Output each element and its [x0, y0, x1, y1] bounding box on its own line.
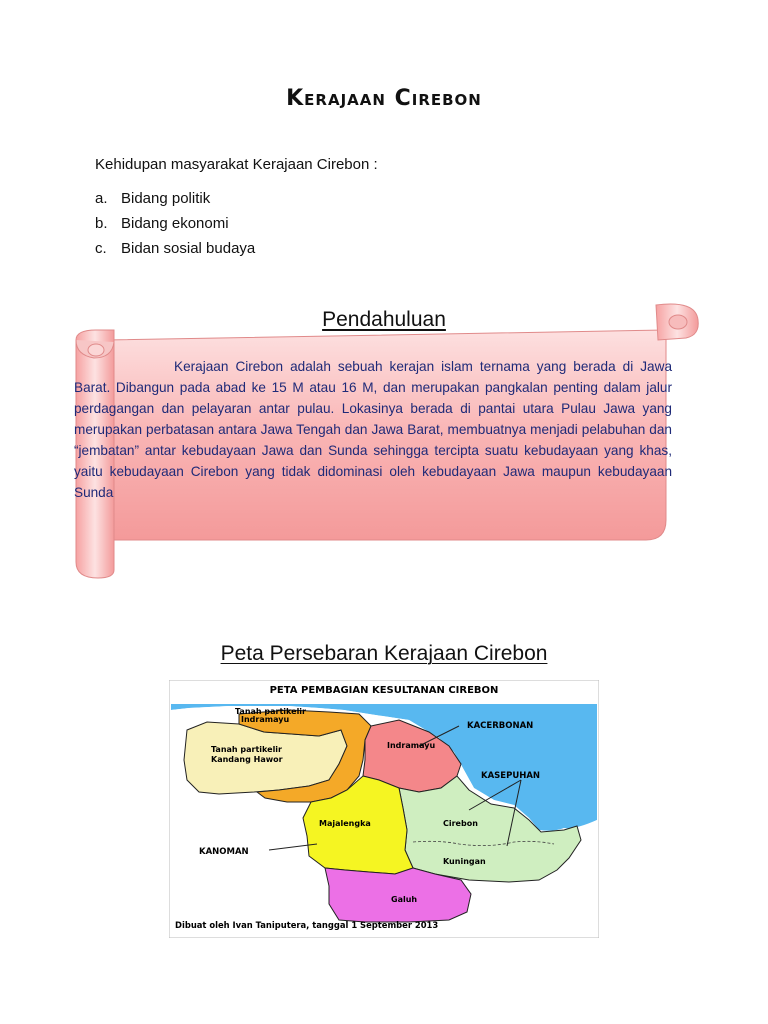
section-title-peta: Peta Persebaran Kerajaan Cirebon — [220, 642, 548, 665]
map-header: PETA PEMBAGIAN KESULTANAN CIREBON — [269, 685, 499, 696]
label-kuningan: Kuningan — [443, 857, 486, 866]
document-title: Kerajaan Cirebon — [286, 86, 482, 111]
list-item-text: Bidang politik — [121, 190, 211, 207]
section-title-pendahuluan: Pendahuluan — [322, 308, 446, 331]
label-tanah-indramayu-1: Tanah partikelir — [235, 707, 306, 716]
list-marker: b. — [95, 215, 108, 232]
label-indramayu: Indramayu — [387, 741, 436, 750]
list-marker: a. — [95, 190, 108, 207]
list-item-text: Bidan sosial budaya — [121, 240, 256, 257]
topic-list — [95, 190, 255, 265]
list-item — [95, 215, 255, 240]
map-credit: Dibuat oleh Ivan Taniputera, tanggal 1 September 2013 — [175, 920, 439, 930]
label-tanah-kandang-2: Kandang Hawor — [211, 755, 283, 764]
label-tanah-indramayu-2: Indramayu — [241, 715, 290, 724]
pendahuluan-body: Kerajaan Cirebon adalah sebuah kerajan islam ternama yang berada di Jawa Barat. Dibangun pada abad ke 15 M atau 16 M, dan merupakan pangkalan penting dalam jalur perdagangan dan pelayaran antar pulau. Lokasinya berada di pantai utara Pulau Jawa yang merupakan perbatasan antara Jawa Tengah dan Jawa Barat, membuatnya menjadi pelabuhan dan “jembatan” antar kebudayaan Jawa dan Sunda sehingga tercipta suatu kebudayaan yang khas, yaitu kebudayaan Cirebon yang tidak didominasi oleh kebudayaan Jawa maupun kebudayaan Sunda — [74, 359, 672, 500]
label-tanah-kandang-1: Tanah partikelir — [211, 745, 282, 754]
label-kasepuhan: KASEPUHAN — [481, 771, 541, 781]
label-galuh: Galuh — [391, 895, 418, 904]
list-item — [95, 190, 255, 215]
list-item-text: Bidang ekonomi — [121, 215, 229, 232]
label-kacerbonan: KACERBONAN — [467, 721, 534, 731]
label-cirebon: Cirebon — [443, 819, 478, 828]
map-figure — [169, 680, 599, 938]
label-kanoman: KANOMAN — [199, 847, 249, 857]
list-marker: c. — [95, 240, 107, 257]
intro-text: Kehidupan masyarakat Kerajaan Cirebon : — [95, 156, 378, 173]
list-item — [95, 240, 255, 265]
label-majalengka: Majalengka — [319, 819, 371, 828]
